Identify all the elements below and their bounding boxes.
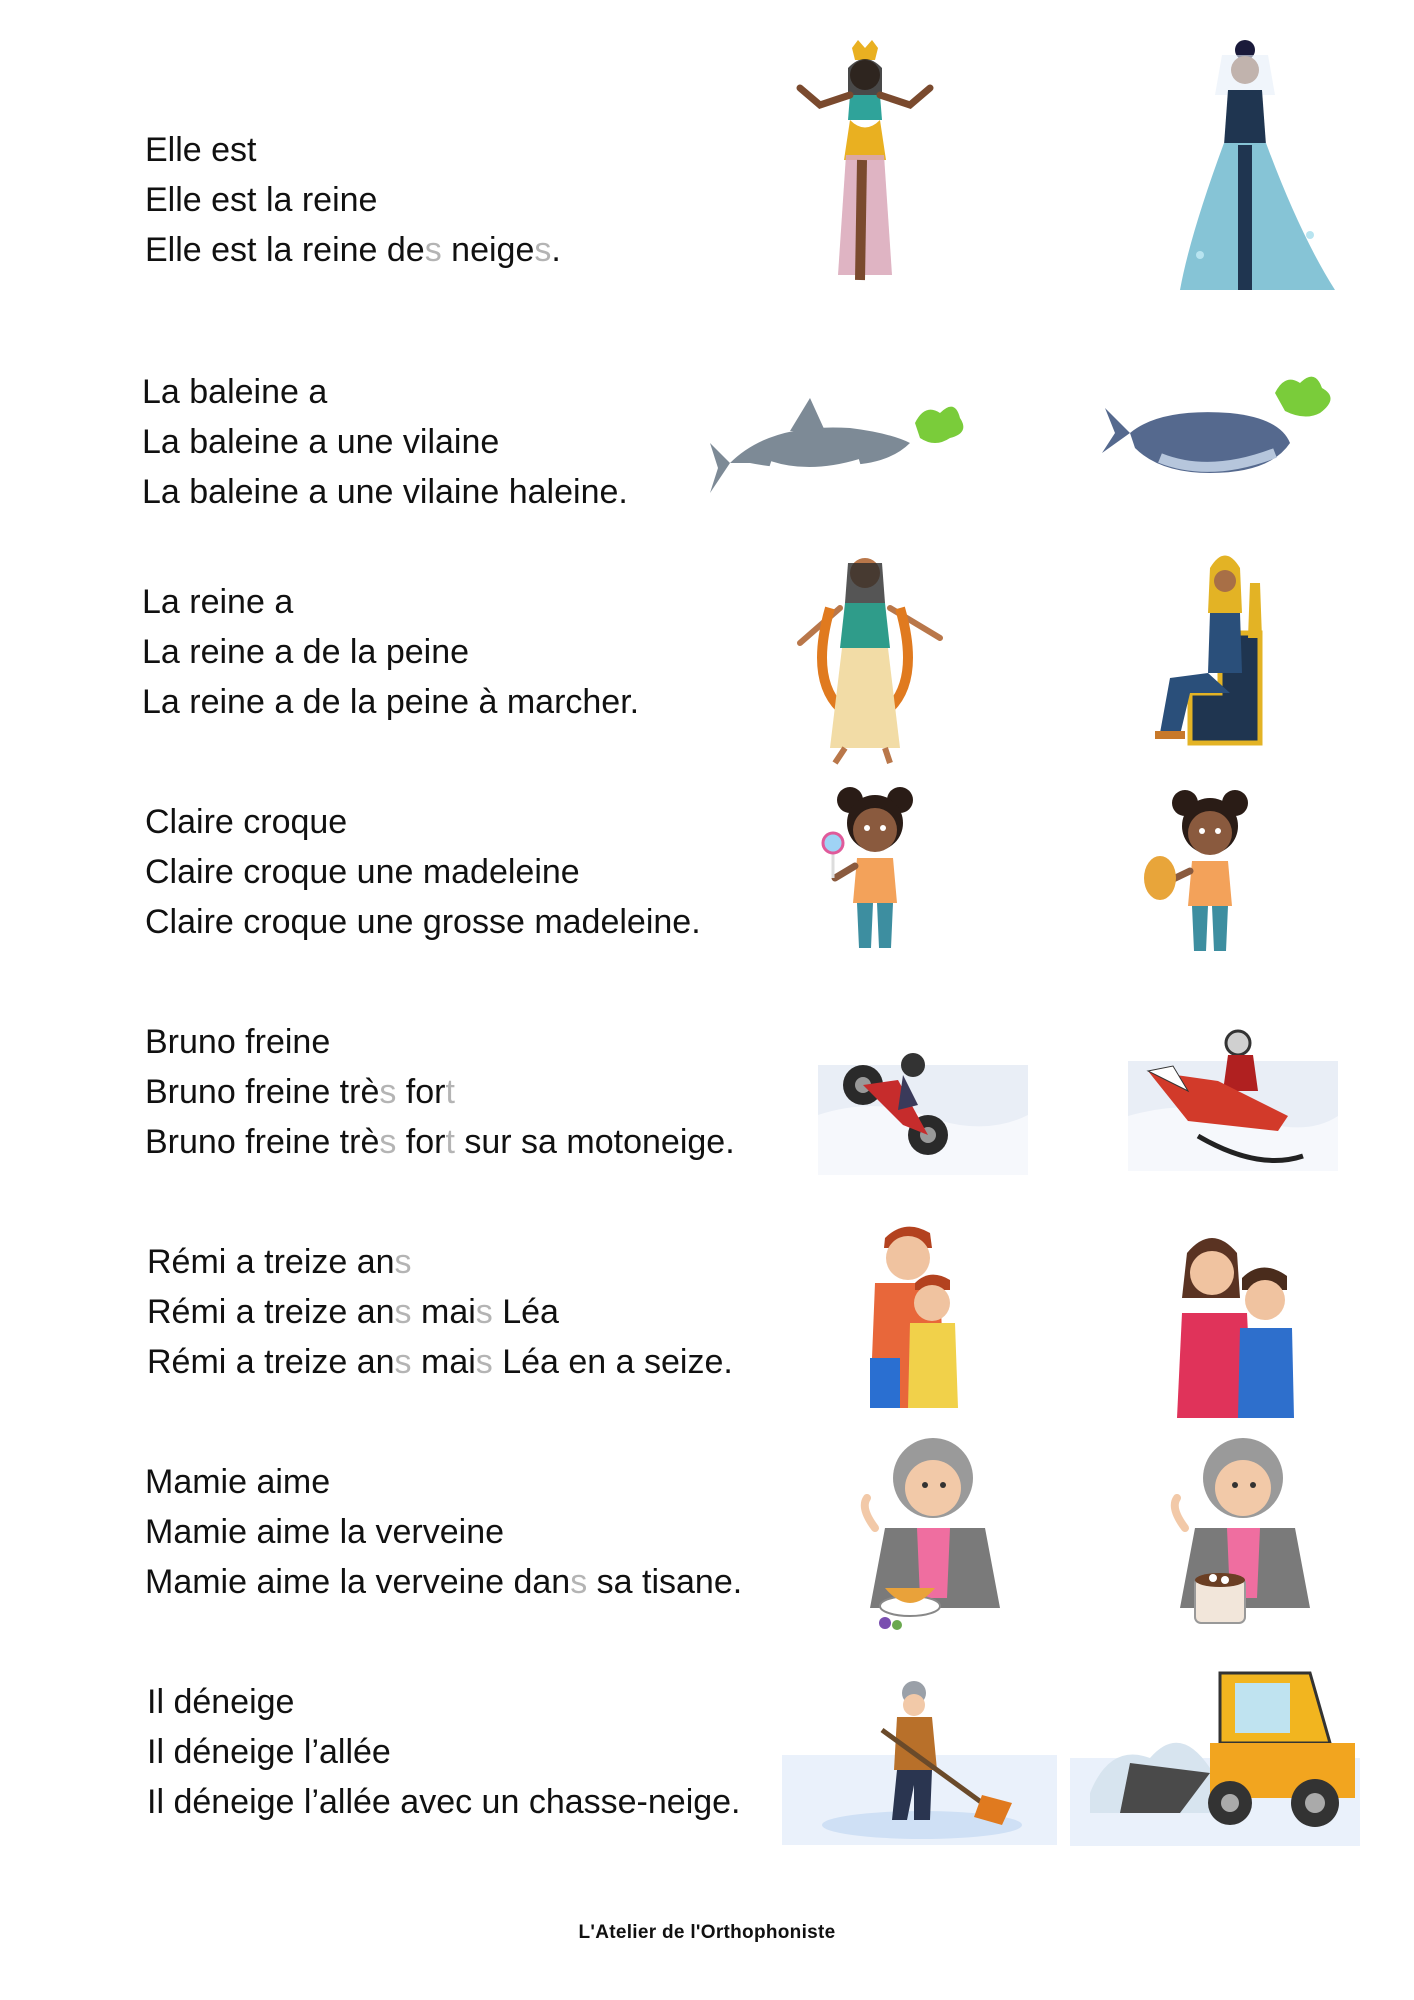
- sentence-line-3: Bruno freine très fort sur sa motoneige.: [145, 1123, 735, 1161]
- egyptian-queen-walking-icon: [790, 548, 950, 768]
- sentence-lines: [145, 125, 561, 275]
- sentence-block-chasseneige: [0, 1663, 1414, 1863]
- sentence-block-reine: [0, 110, 1414, 310]
- sentence-line-1: Bruno freine: [145, 1023, 331, 1061]
- sentence-block-seize: [0, 1223, 1414, 1423]
- sentence-line-2: Il déneige l’allée: [147, 1733, 391, 1771]
- man-shoveling-snow-icon: [782, 1675, 1057, 1845]
- girl-madeleine-icon: [1140, 783, 1270, 968]
- sentence-line-1: Elle est: [145, 131, 257, 169]
- sentence-block-madeleine: [0, 783, 1414, 983]
- sentence-line-2: La reine a de la peine: [142, 633, 470, 671]
- sentence-line-2: Bruno freine très fort: [145, 1073, 455, 1111]
- sentence-line-2: Mamie aime la verveine: [145, 1513, 505, 1551]
- sentence-line-2: Elle est la reine: [145, 181, 378, 219]
- sentence-line-1: Rémi a treize ans: [147, 1243, 412, 1281]
- footer-brand: L'Atelier de l'Orthophoniste: [578, 1922, 836, 1943]
- sentence-block-baleine: [0, 353, 1414, 553]
- father-son-icon: [860, 1218, 970, 1408]
- sentence-lines: [145, 797, 701, 947]
- sentence-line-3: Rémi a treize ans mais Léa en a seize.: [147, 1343, 733, 1381]
- sentence-line-3: Claire croque une grosse madeleine.: [145, 903, 701, 941]
- sentence-line-3: Mamie aime la verveine dans sa tisane.: [145, 1563, 743, 1601]
- sentence-block-verveine: [0, 1443, 1414, 1643]
- mother-son-icon: [1172, 1228, 1312, 1418]
- shark-bad-breath-icon: [710, 383, 970, 513]
- sentence-line-2: Claire croque une madeleine: [145, 853, 580, 891]
- sentence-line-1: La baleine a: [142, 373, 328, 411]
- grandma-herbal-tea-icon: [855, 1428, 1005, 1633]
- whale-bad-breath-icon: [1100, 373, 1350, 503]
- snow-plow-icon: [1070, 1663, 1360, 1846]
- girl-lollipop-icon: [815, 778, 935, 963]
- sentence-line-3: La baleine a une vilaine haleine.: [142, 473, 628, 511]
- sentence-block-motoneige: [0, 1003, 1414, 1203]
- snow-queen-icon: [1170, 35, 1340, 295]
- sentence-lines: [145, 1457, 742, 1607]
- sentence-lines: [147, 1237, 733, 1387]
- motorbike-snow-icon: [818, 1025, 1028, 1175]
- sentence-line-3: Il déneige l’allée avec un chasse-neige.: [147, 1783, 741, 1821]
- sentence-lines: [142, 367, 628, 517]
- sentence-line-1: Claire croque: [145, 803, 348, 841]
- sentence-lines: [142, 577, 639, 727]
- sentence-line-1: Mamie aime: [145, 1463, 331, 1501]
- sentence-lines: [145, 1017, 735, 1167]
- sentence-line-2: Rémi a treize ans mais Léa: [147, 1293, 559, 1331]
- sentence-line-1: Il déneige: [147, 1683, 295, 1721]
- sentence-line-1: La reine a: [142, 583, 294, 621]
- snowmobile-icon: [1128, 1021, 1338, 1179]
- grandma-hot-chocolate-icon: [1165, 1428, 1315, 1633]
- egyptian-queen-icon: [790, 40, 940, 290]
- sentence-line-3: La reine a de la peine à marcher.: [142, 683, 640, 721]
- sentence-block-peine: [0, 563, 1414, 763]
- sentence-line-2: La baleine a une vilaine: [142, 423, 500, 461]
- sentence-line-3: Elle est la reine des neiges.: [145, 231, 561, 269]
- sentence-lines: [147, 1677, 741, 1827]
- pharaoh-throne-icon: [1130, 543, 1290, 753]
